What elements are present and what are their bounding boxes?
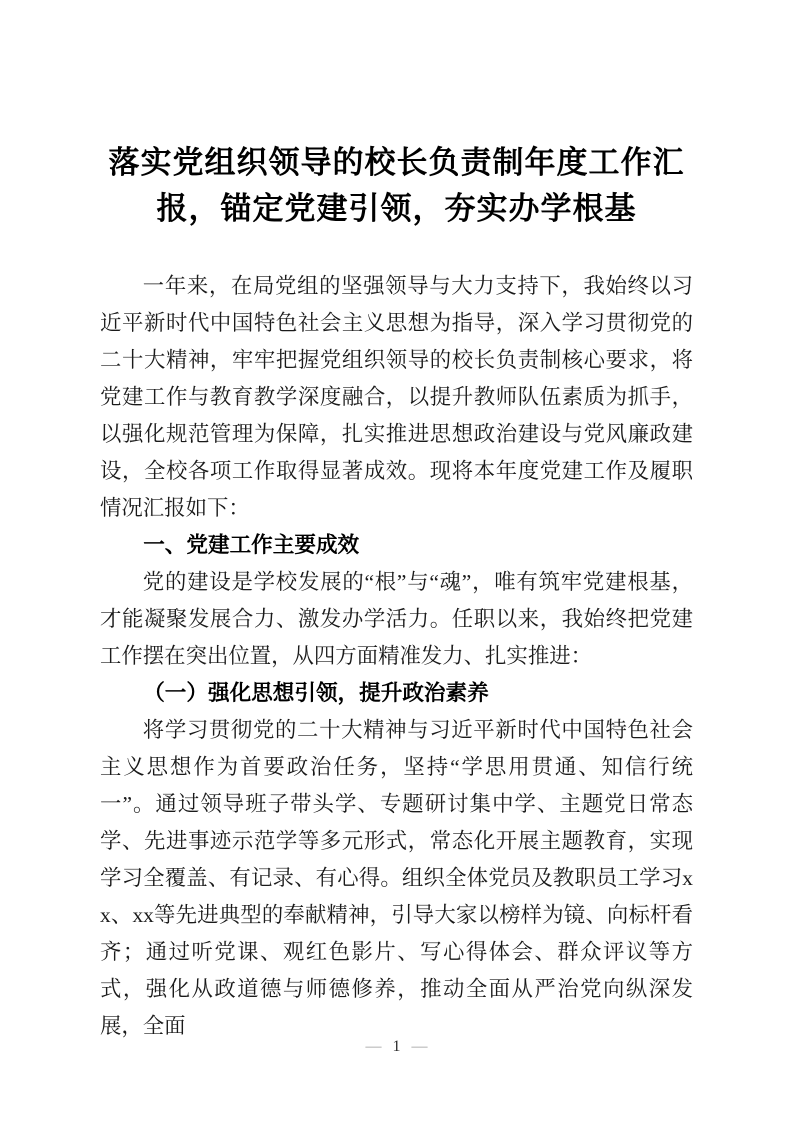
section-1-heading: 一、党建工作主要成效 (143, 533, 360, 557)
document-title-line-1: 落实党组织领导的校长负责制年度工作汇 (108, 145, 685, 180)
footer-right-dash: — (411, 1038, 428, 1055)
subsection-1-1-heading: （一）强化思想引领，提升政治素养 (143, 681, 489, 705)
page-number: 1 (392, 1038, 401, 1055)
intro-paragraph: 一年来，在局党组的坚强领导与大力支持下，我始终以习近平新时代中国特色社会主义思想为指导，深入学习贯彻党的二十大精神，牢牢把握党组织领导的校长负责制核心要求，将党建工作与教育教学深度融合，以提升教师队伍素质为抓手，以强化规范管理为保障，扎实推进思想政治建设与党风廉政建设，全校各项工作取得显著成效。现将本年度党建工作及履职情况汇报如下： (100, 274, 693, 520)
document-title-line-2: 报，锚定党建引领，夯实办学根基 (156, 191, 637, 226)
footer-left-dash: — (365, 1038, 382, 1055)
document-title (104, 140, 690, 232)
page-footer (0, 1038, 793, 1056)
subsection-1-1-paragraph: 将学习贯彻党的二十大精神与习近平新时代中国特色社会主义思想作为首要政治任务，坚持“学思用贯通、知信行统一”。通过领导班子带头学、专题研讨集中学、主题党日常态学、先进事迹示范学等多元形式，常态化开展主题教育，实现学习全覆盖、有记录、有心得。组织全体党员及教职员工学习xx、xx等先进典型的奉献精神，引导大家以榜样为镜、向标杆看齐；通过听党课、观红色影片、写心得体会、群众评议等方式，强化从政道德与师德修养，推动全面从严治党向纵深发展，全面 (100, 718, 693, 1038)
document-body (100, 268, 693, 1045)
section-1-paragraph: 党的建设是学校发展的“根”与“魂”，唯有筑牢党建根基，才能凝聚发展合力、激发办学活力。任职以来，我始终把党建工作摆在突出位置，从四方面精准发力、扎实推进： (100, 570, 693, 668)
